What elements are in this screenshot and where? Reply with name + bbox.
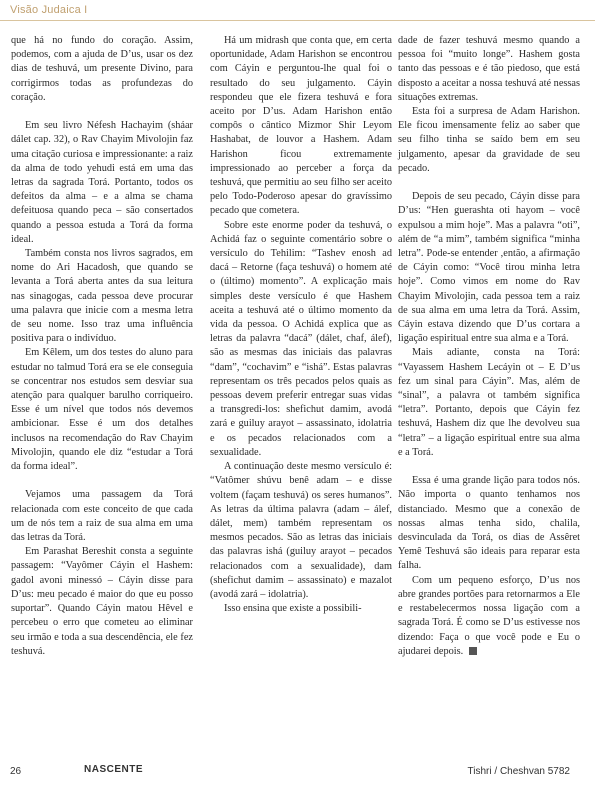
paragraph: dade de fazer teshuvá mesmo quando a pessoa foi “muito longe”. Hashem gosta tanto das pessoas e é tão piedoso, que está disposto a aceitar a nossa teshuvá até nessas situações extremas.: [398, 35, 580, 103]
paragraph-text: Com um pequeno esforço, D’us nos abre grandes portões para retornarmos a Ele e restabelecermos nossa ligação com a sagrada Torá. É como se D’us estivesse nos dizendo: Faça o que você pode e Eu o ajudarei depois.: [398, 574, 580, 657]
paragraph-final: [398, 574, 580, 659]
paragraph: Isso ensina que existe a possibili-: [224, 603, 362, 615]
paragraph: Vejamos uma passagem da Torá relacionada com este conceito de que cada um de nós tem a raiz de sua alma em uma das letras da Torá.: [11, 489, 193, 544]
section-title: Visão Judaica I: [10, 4, 88, 16]
paragraph: Em Kêlem, um dos testes do aluno para estudar no talmud Torá era se ele conseguia se concentrar nos estudos sem desviar sua atenção para qualquer barulho corriqueiro. Esse é um nível que todos nós devemos ambicionar. Esse é um dos detalhes inclusos na recomendação do Rav Chayim Mivolojin, quando ele diz “estudar a Torá da forma ideal”.: [11, 347, 193, 473]
paragraph: Também consta nos livros sagrados, em nome do Ari Hacadosh, que quando se levanta a Torá aberta antes da sua leitura nas sinagogas, cada pessoa deve procurar uma palavra que inicie com a mesma letra de seu nome. Isso traz uma influência positiva para o indivíduo.: [11, 248, 193, 345]
end-of-article-square-icon: [469, 647, 477, 655]
magazine-logo: NASCENTE: [84, 764, 144, 775]
paragraph: Em Parashat Bereshit consta a seguinte passagem: “Vayômer Cáyin el Hashem: gadol avoni minessó – Cáyin disse para D’us: meu pecado é maior do que eu posso suportar”. Quando Cáyin matou Hêvel e percebeu o erro que cometeu ao eliminar seu irmão e toda a sua descendência, ele fez teshuvá.: [11, 546, 193, 657]
paragraph: Há um midrash que conta que, em certa oportunidade, Adam Harishon se encontrou com Cáyin e perguntou-lhe qual foi o resultado do seu julgamento. Cáyin respondeu que ele fizera teshuvá e fora aceito por D’us. Adam Harishon então compôs o cântico Mizmor Shir Leyom Hashabat, de louvor a Hashem. Adam Harishon ficou extremamente impressionado ao perceber a força da teshuvá, que permitiu ao seu filho ser aceito pelo Todo-Poderoso apesar do gravíssimo pecado que cometera.: [210, 35, 392, 217]
header-divider: [0, 20, 595, 21]
paragraph: Essa é uma grande lição para todos nós. Não importa o quanto tenhamos nos distanciado. Mesmo que a conexão de nossas almas tenha sido, chalila, desvinculada da Torá, os dias de Assêret Yemê Teshuvá são ideais para reparar esta falha.: [398, 475, 580, 572]
paragraph: Em seu livro Néfesh Hachayim (sháar dálet cap. 32), o Rav Chayim Mivolojin faz uma citação curiosa e impressionante: a raiz da alma de todo yehudi está em uma das letras da sagrada Torá. Portanto, todos os defeitos da alma – e a alma se chama defeituosa quando peca – são consertados quando a pessoa estuda a Torá da forma ideal.: [11, 120, 193, 245]
column-1: [11, 34, 193, 659]
column-2: [210, 34, 392, 616]
paragraph: A continuação deste mesmo versículo é: “Vatômer shúvu benê adam – e disse voltem (façam teshuvá) os seres humanos”. As letras da última palavra (adam – álef, dálet, mem) também representam os mesmos pecados. São as letras das iniciais das palavras ishá (guiluy arayot – pecados relacionados com a sexualidade), dam (shefichut damim – assassinato) e mazalot (avodá zará – idolatria).: [210, 461, 392, 600]
paragraph: Depois de seu pecado, Cáyin disse para D’us: “Hen guerashta oti hayom – você expulsou a mim hoje”. Mas a palavra “oti”, além de “a mim”, também significa “minha letra”. Pode-se entender ,então, a afirmação de Cáyin como: “Você tirou minha letra hoje”. Como vimos em nome do Rav Chayim Mivolojin, cada pessoa tem a raiz de sua alma em uma letra da Torá. Assim, Cáyin estava dizendo que D’us cortara a ligação espiritual entre sua alma e a Torá.: [398, 191, 580, 345]
paragraph: que há no fundo do coração. Assim, podemos, com a ajuda de D’us, usar os dez dias de teshuvá, um presente Divino, para corrigirmos todas as profundezas do coração.: [11, 35, 193, 103]
column-3: [398, 34, 580, 659]
page-header: [0, 0, 595, 26]
paragraph: Mais adiante, consta na Torá: “Vayassem Hashem Lecáyin ot – E D’us fez um sinal para Cáyin”. Mas, além de “sinal”, a palavra ot também significa “letra”. Portanto, depois que Cáyin fez teshuvá, Hashem diz que lhe devolveu sua “letra” – a ligação espiritual entre sua alma e a Torá.: [398, 347, 580, 458]
page-number: 26: [10, 766, 22, 777]
paragraph: Sobre este enorme poder da teshuvá, o Achidá faz o seguinte comentário sobre o versículo do Tehilim: “Tashev enosh ad dacá – Retorne (faça teshuvá) o homem até o (último) momento”. A explicação mais simples deste versículo é que Hashem aceita a teshuvá até o último momento da vida da pessoa. O Achidá explica que as letras da palavra “dacá” (dálet, chaf, álef), são as mesmas das iniciais das palavras “dam”, “cochavim” e “ishá”. Estas palavras representam os três pecados pelos quais as pessoas devem preferir entregar suas vidas a transgredi-los: shefichut damim, avodá zará e guiluy arayot – assassinato, idolatria e os pecados relacionados com a sexualidade.: [210, 219, 392, 458]
issue-label: Tishri / Cheshvan 5782: [467, 766, 570, 777]
page-footer: [0, 760, 595, 790]
paragraph: Esta foi a surpresa de Adam Harishon. Ele ficou imensamente feliz ao saber que seu filho tinha se saído bem em seu julgamento, apesar da gravidade de seu pecado.: [398, 106, 580, 174]
